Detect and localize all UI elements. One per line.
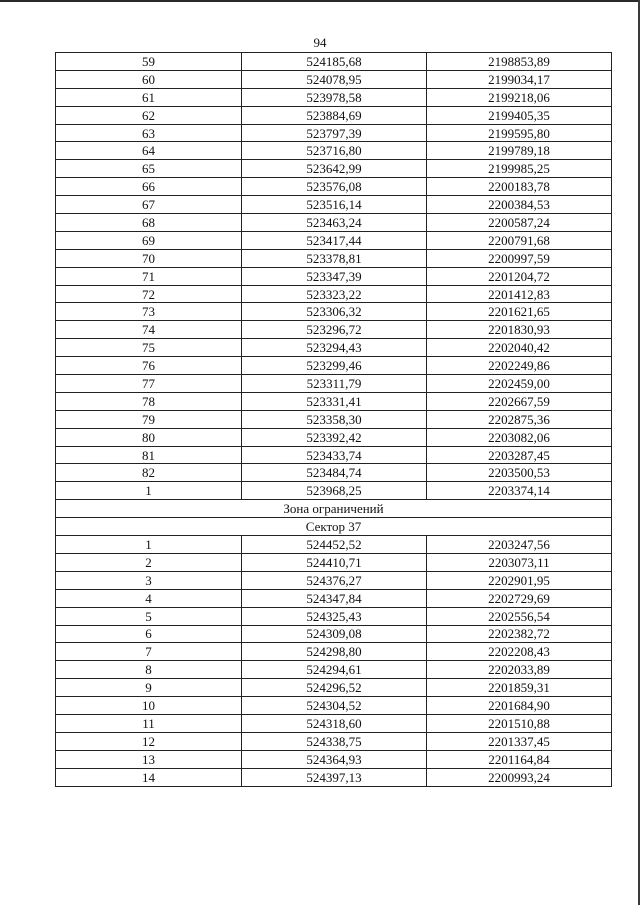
point-number-cell: 76	[56, 357, 242, 375]
point-number-cell: 65	[56, 160, 242, 178]
x-coordinate-cell: 524296,52	[242, 679, 427, 697]
y-coordinate-cell: 2202459,00	[427, 375, 612, 393]
point-number-cell: 66	[56, 178, 242, 196]
y-coordinate-cell: 2201830,93	[427, 321, 612, 339]
y-coordinate-cell: 2201684,90	[427, 697, 612, 715]
zone-title: Зона ограничений	[56, 500, 612, 518]
y-coordinate-cell: 2202033,89	[427, 661, 612, 679]
point-number-cell: 63	[56, 124, 242, 142]
table-row	[56, 625, 612, 643]
point-number-cell: 14	[56, 768, 242, 786]
table-row	[56, 88, 612, 106]
x-coordinate-cell: 523884,69	[242, 106, 427, 124]
x-coordinate-cell: 523642,99	[242, 160, 427, 178]
point-number-cell: 1	[56, 536, 242, 554]
table-row	[56, 285, 612, 303]
table-row	[56, 446, 612, 464]
y-coordinate-cell: 2202249,86	[427, 357, 612, 375]
table-row	[56, 428, 612, 446]
x-coordinate-cell: 523716,80	[242, 142, 427, 160]
point-number-cell: 9	[56, 679, 242, 697]
y-coordinate-cell: 2201412,83	[427, 285, 612, 303]
x-coordinate-cell: 524376,27	[242, 571, 427, 589]
y-coordinate-cell: 2202729,69	[427, 589, 612, 607]
table-row	[56, 464, 612, 482]
point-number-cell: 11	[56, 714, 242, 732]
y-coordinate-cell: 2201337,45	[427, 732, 612, 750]
table-row	[56, 679, 612, 697]
x-coordinate-cell: 523296,72	[242, 321, 427, 339]
x-coordinate-cell: 523463,24	[242, 214, 427, 232]
table-row	[56, 536, 612, 554]
x-coordinate-cell: 524318,60	[242, 714, 427, 732]
x-coordinate-cell: 524325,43	[242, 607, 427, 625]
table-row	[56, 571, 612, 589]
table-row	[56, 357, 612, 375]
y-coordinate-cell: 2202556,54	[427, 607, 612, 625]
point-number-cell: 72	[56, 285, 242, 303]
zone-title-row	[56, 500, 612, 518]
y-coordinate-cell: 2202040,42	[427, 339, 612, 357]
point-number-cell: 13	[56, 750, 242, 768]
table-row	[56, 410, 612, 428]
point-number-cell: 62	[56, 106, 242, 124]
point-number-cell: 64	[56, 142, 242, 160]
point-number-cell: 7	[56, 643, 242, 661]
x-coordinate-cell: 523433,74	[242, 446, 427, 464]
page-number: 94	[313, 35, 327, 50]
x-coordinate-cell: 523484,74	[242, 464, 427, 482]
y-coordinate-cell: 2200183,78	[427, 178, 612, 196]
x-coordinate-cell: 523968,25	[242, 482, 427, 500]
y-coordinate-cell: 2203082,06	[427, 428, 612, 446]
point-number-cell: 59	[56, 53, 242, 71]
y-coordinate-cell: 2200384,53	[427, 196, 612, 214]
table-row	[56, 553, 612, 571]
x-coordinate-cell: 523392,42	[242, 428, 427, 446]
table-row	[56, 124, 612, 142]
y-coordinate-cell: 2202875,36	[427, 410, 612, 428]
y-coordinate-cell: 2203500,53	[427, 464, 612, 482]
x-coordinate-cell: 523378,81	[242, 249, 427, 267]
x-coordinate-cell: 524397,13	[242, 768, 427, 786]
y-coordinate-cell: 2200587,24	[427, 214, 612, 232]
table-row	[56, 106, 612, 124]
table-row	[56, 768, 612, 786]
x-coordinate-cell: 523331,41	[242, 392, 427, 410]
top-border-line	[0, 0, 640, 2]
point-number-cell: 79	[56, 410, 242, 428]
point-number-cell: 3	[56, 571, 242, 589]
y-coordinate-cell: 2201164,84	[427, 750, 612, 768]
sector-title-row	[56, 518, 612, 536]
x-coordinate-cell: 524298,80	[242, 643, 427, 661]
point-number-cell: 1	[56, 482, 242, 500]
x-coordinate-cell: 523299,46	[242, 357, 427, 375]
table-row	[56, 303, 612, 321]
table-row	[56, 714, 612, 732]
table-row	[56, 482, 612, 500]
y-coordinate-cell: 2203287,45	[427, 446, 612, 464]
x-coordinate-cell: 523323,22	[242, 285, 427, 303]
x-coordinate-cell: 523358,30	[242, 410, 427, 428]
y-coordinate-cell: 2202667,59	[427, 392, 612, 410]
x-coordinate-cell: 523576,08	[242, 178, 427, 196]
y-coordinate-cell: 2200997,59	[427, 249, 612, 267]
point-number-cell: 60	[56, 70, 242, 88]
table-row	[56, 321, 612, 339]
table-row	[56, 643, 612, 661]
table-row	[56, 339, 612, 357]
y-coordinate-cell: 2199405,35	[427, 106, 612, 124]
table-row	[56, 160, 612, 178]
y-coordinate-cell: 2201621,65	[427, 303, 612, 321]
x-coordinate-cell: 523347,39	[242, 267, 427, 285]
x-coordinate-cell: 524304,52	[242, 697, 427, 715]
coordinates-table-body	[56, 53, 612, 787]
x-coordinate-cell: 523516,14	[242, 196, 427, 214]
point-number-cell: 73	[56, 303, 242, 321]
y-coordinate-cell: 2201510,88	[427, 714, 612, 732]
point-number-cell: 82	[56, 464, 242, 482]
table-row	[56, 249, 612, 267]
y-coordinate-cell: 2203374,14	[427, 482, 612, 500]
x-coordinate-cell: 524364,93	[242, 750, 427, 768]
table-row	[56, 589, 612, 607]
x-coordinate-cell: 523797,39	[242, 124, 427, 142]
y-coordinate-cell: 2200791,68	[427, 231, 612, 249]
point-number-cell: 80	[56, 428, 242, 446]
point-number-cell: 8	[56, 661, 242, 679]
point-number-cell: 75	[56, 339, 242, 357]
x-coordinate-cell: 523417,44	[242, 231, 427, 249]
point-number-cell: 81	[56, 446, 242, 464]
x-coordinate-cell: 523306,32	[242, 303, 427, 321]
point-number-cell: 78	[56, 392, 242, 410]
coordinates-table	[55, 52, 612, 787]
point-number-cell: 6	[56, 625, 242, 643]
y-coordinate-cell: 2200993,24	[427, 768, 612, 786]
y-coordinate-cell: 2202208,43	[427, 643, 612, 661]
x-coordinate-cell: 524338,75	[242, 732, 427, 750]
point-number-cell: 12	[56, 732, 242, 750]
y-coordinate-cell: 2203247,56	[427, 536, 612, 554]
sector-title: Сектор 37	[56, 518, 612, 536]
table-row	[56, 750, 612, 768]
x-coordinate-cell: 524452,52	[242, 536, 427, 554]
x-coordinate-cell: 524347,84	[242, 589, 427, 607]
x-coordinate-cell: 523294,43	[242, 339, 427, 357]
table-row	[56, 392, 612, 410]
x-coordinate-cell: 524309,08	[242, 625, 427, 643]
table-row	[56, 178, 612, 196]
y-coordinate-cell: 2201859,31	[427, 679, 612, 697]
y-coordinate-cell: 2202382,72	[427, 625, 612, 643]
table-row	[56, 70, 612, 88]
table-row	[56, 231, 612, 249]
table-row	[56, 375, 612, 393]
y-coordinate-cell: 2203073,11	[427, 553, 612, 571]
point-number-cell: 10	[56, 697, 242, 715]
point-number-cell: 67	[56, 196, 242, 214]
y-coordinate-cell: 2199595,80	[427, 124, 612, 142]
table-row	[56, 732, 612, 750]
y-coordinate-cell: 2202901,95	[427, 571, 612, 589]
y-coordinate-cell: 2199985,25	[427, 160, 612, 178]
table-row	[56, 607, 612, 625]
y-coordinate-cell: 2201204,72	[427, 267, 612, 285]
x-coordinate-cell: 523978,58	[242, 88, 427, 106]
x-coordinate-cell: 524294,61	[242, 661, 427, 679]
point-number-cell: 61	[56, 88, 242, 106]
x-coordinate-cell: 524078,95	[242, 70, 427, 88]
point-number-cell: 5	[56, 607, 242, 625]
y-coordinate-cell: 2199218,06	[427, 88, 612, 106]
table-row	[56, 53, 612, 71]
table-row	[56, 196, 612, 214]
y-coordinate-cell: 2198853,89	[427, 53, 612, 71]
point-number-cell: 68	[56, 214, 242, 232]
y-coordinate-cell: 2199789,18	[427, 142, 612, 160]
table-row	[56, 214, 612, 232]
point-number-cell: 71	[56, 267, 242, 285]
x-coordinate-cell: 524185,68	[242, 53, 427, 71]
point-number-cell: 74	[56, 321, 242, 339]
y-coordinate-cell: 2199034,17	[427, 70, 612, 88]
table-row	[56, 267, 612, 285]
x-coordinate-cell: 524410,71	[242, 553, 427, 571]
point-number-cell: 70	[56, 249, 242, 267]
table-row	[56, 697, 612, 715]
x-coordinate-cell: 523311,79	[242, 375, 427, 393]
point-number-cell: 2	[56, 553, 242, 571]
table-row	[56, 142, 612, 160]
point-number-cell: 77	[56, 375, 242, 393]
point-number-cell: 69	[56, 231, 242, 249]
table-row	[56, 661, 612, 679]
point-number-cell: 4	[56, 589, 242, 607]
